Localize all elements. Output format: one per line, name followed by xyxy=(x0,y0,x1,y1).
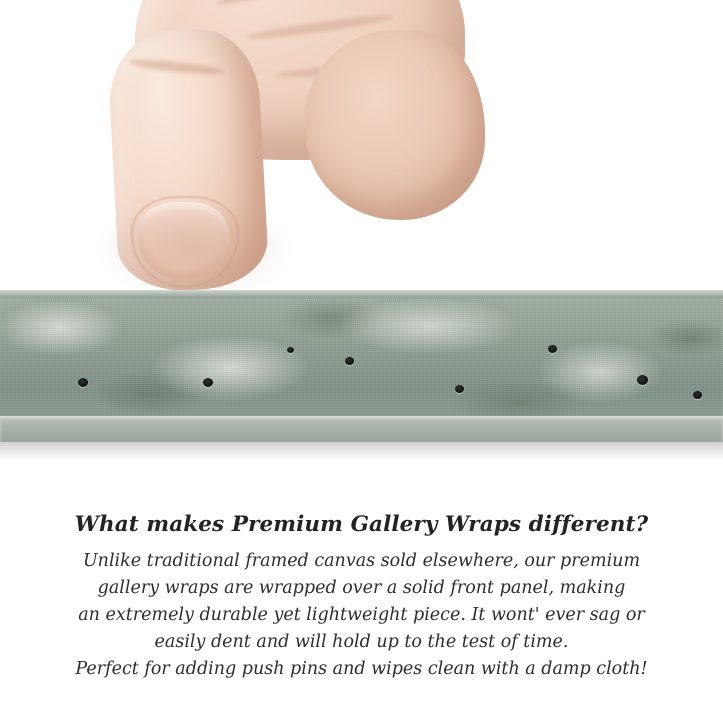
finger-shadow xyxy=(95,210,295,300)
pin-hole xyxy=(287,347,294,353)
caption-line: Unlike traditional framed canvas sold elsewhere, our premium xyxy=(82,550,641,571)
pin-hole xyxy=(455,385,464,393)
pin-hole xyxy=(693,391,702,399)
caption-line: Perfect for adding push pins and wipes clean with a damp cloth! xyxy=(75,659,648,680)
caption-headline: What makes Premium Gallery Wraps different? xyxy=(74,512,649,537)
pin-hole xyxy=(78,378,88,387)
pin-hole xyxy=(548,345,557,353)
caption-line: an extremely durable yet lightweight piece. It wont' ever sag or xyxy=(78,605,645,626)
hand-pressing-canvas xyxy=(95,0,475,300)
caption-line: easily dent and will hold up to the test of time. xyxy=(154,632,569,653)
wrap-drop-shadow xyxy=(0,442,723,460)
wrap-top-edge xyxy=(0,290,723,298)
pin-hole xyxy=(203,378,213,387)
wrap-bottom-edge xyxy=(0,416,723,442)
thumb-web xyxy=(305,30,485,220)
pin-hole xyxy=(345,357,354,365)
canvas-wrap-edge xyxy=(0,290,723,442)
caption-block xyxy=(0,470,723,723)
pin-hole xyxy=(637,375,648,385)
caption-line: gallery wraps are wrapped over a solid front panel, making xyxy=(97,577,626,598)
wrap-weave-overlay xyxy=(0,298,723,422)
